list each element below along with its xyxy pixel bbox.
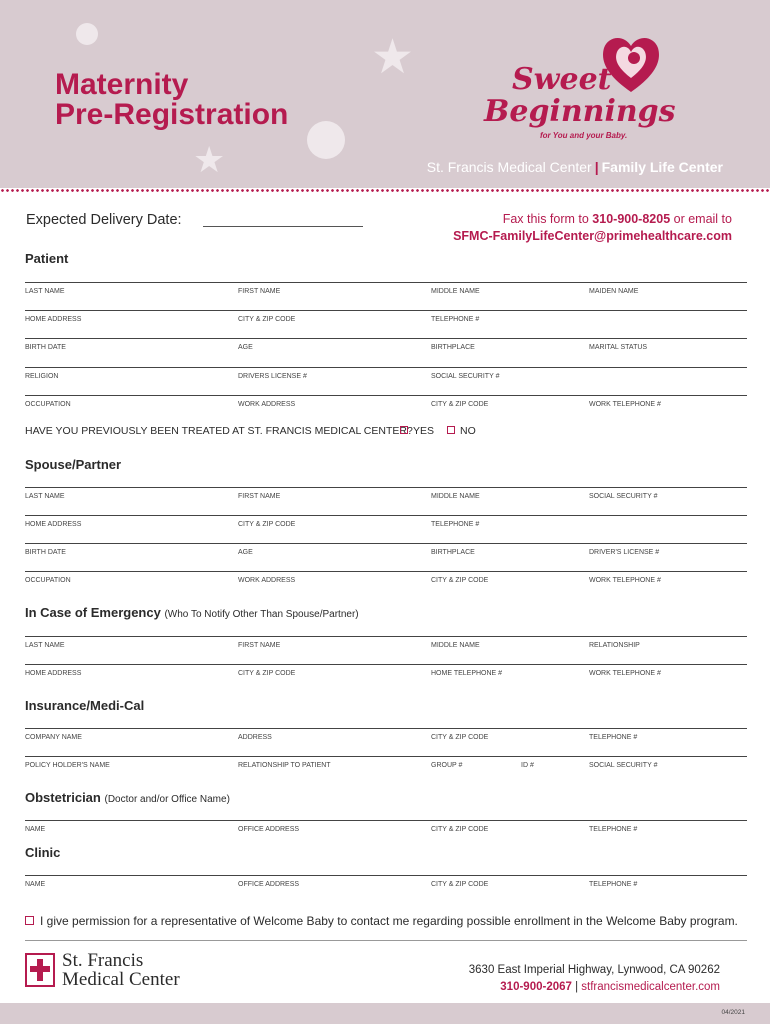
clinic-row[interactable]	[25, 875, 747, 903]
subtitle-hospital: St. Francis Medical Center	[426, 159, 592, 175]
permission-checkbox[interactable]	[25, 914, 738, 928]
footer-phone[interactable]: 310-900-2067	[500, 981, 572, 993]
field-label: TELEPHONE #	[431, 316, 480, 323]
checkbox-icon[interactable]	[400, 426, 408, 434]
insurance-row[interactable]	[25, 756, 747, 784]
fax-email[interactable]: SFMC-FamilyLifeCenter@primehealthcare.com	[453, 229, 732, 243]
field-label: LAST NAME	[25, 642, 65, 649]
field-label: BIRTH DATE	[25, 549, 66, 556]
checkbox-icon[interactable]	[25, 916, 34, 925]
field-label: WORK ADDRESS	[238, 577, 296, 584]
field-label: SOCIAL SECURITY #	[431, 373, 500, 380]
fax-prefix: Fax this form to	[502, 212, 593, 226]
field-label: CITY & ZIP CODE	[238, 316, 296, 323]
footer-hospital-name	[62, 951, 180, 989]
field-label: COMPANY NAME	[25, 734, 82, 741]
form-date-code: 04/2021	[721, 1009, 745, 1016]
field-label: FIRST NAME	[238, 642, 281, 649]
emergency-row[interactable]	[25, 664, 747, 692]
decorative-star-icon: ★	[193, 140, 226, 181]
fax-suffix: or email to	[670, 212, 732, 226]
field-label: POLICY HOLDER'S NAME	[25, 762, 110, 769]
patient-row[interactable]	[25, 310, 747, 338]
page-title	[55, 70, 288, 130]
footer-name-line-2: Medical Center	[62, 969, 180, 990]
footer-name-line-1: St. Francis	[62, 950, 144, 971]
header-subtitle	[427, 159, 723, 175]
field-label: BIRTHPLACE	[431, 344, 475, 351]
footer-band	[0, 1003, 770, 1024]
insurance-row[interactable]	[25, 728, 747, 756]
section-clinic: Clinic	[25, 845, 61, 860]
obstetrician-heading: Obstetrician	[25, 790, 101, 805]
no-label: NO	[460, 425, 476, 437]
field-label: WORK TELEPHONE #	[589, 670, 661, 677]
field-label: RELIGION	[25, 373, 59, 380]
spouse-row[interactable]	[25, 571, 747, 599]
field-label: NAME	[25, 881, 46, 888]
field-label: RELATIONSHIP	[589, 642, 640, 649]
dotted-divider	[0, 188, 770, 194]
field-label: HOME TELEPHONE #	[431, 670, 503, 677]
decorative-star-icon: ★	[371, 29, 415, 85]
footer-website-link[interactable]: stfrancismedicalcenter.com	[581, 981, 720, 993]
field-label: WORK TELEPHONE #	[589, 577, 661, 584]
title-line-2: Pre-Registration	[55, 98, 289, 131]
title-line-1: Maternity	[55, 68, 189, 101]
field-label: TELEPHONE #	[431, 521, 480, 528]
field-label: CITY & ZIP CODE	[238, 521, 296, 528]
hospital-cross-icon	[25, 953, 55, 987]
decorative-circle	[76, 23, 98, 45]
field-label: CITY & ZIP CODE	[431, 826, 489, 833]
patient-row[interactable]	[25, 282, 747, 310]
subtitle-separator: |	[594, 159, 599, 175]
emergency-note: (Who To Notify Other Than Spouse/Partner)	[164, 609, 359, 620]
spouse-row[interactable]	[25, 543, 747, 571]
field-label: DRIVERS LICENSE #	[238, 373, 307, 380]
expected-delivery-label: Expected Delivery Date:	[26, 212, 182, 228]
field-label: FIRST NAME	[238, 493, 281, 500]
field-label: GROUP #	[431, 762, 463, 769]
field-label: NAME	[25, 826, 46, 833]
field-label: FIRST NAME	[238, 288, 281, 295]
field-label: TELEPHONE #	[589, 734, 638, 741]
permission-text: I give permission for a representative of Welcome Baby to contact me regarding possible enrollment in the Welcome Baby program.	[40, 914, 738, 928]
field-label: WORK ADDRESS	[238, 401, 296, 408]
patient-row[interactable]	[25, 395, 747, 423]
field-label: CITY & ZIP CODE	[238, 670, 296, 677]
section-patient: Patient	[25, 251, 69, 266]
footer-contact	[469, 962, 720, 996]
field-label: OCCUPATION	[25, 577, 71, 584]
field-label: TELEPHONE #	[589, 826, 638, 833]
field-label: CITY & ZIP CODE	[431, 881, 489, 888]
emergency-row[interactable]	[25, 636, 747, 664]
field-label: TELEPHONE #	[589, 881, 638, 888]
field-label: LAST NAME	[25, 493, 65, 500]
yes-label: YES	[413, 425, 435, 437]
logo-tagline: for You and your Baby.	[540, 131, 628, 140]
no-checkbox[interactable]	[447, 425, 476, 437]
field-label: AGE	[238, 344, 253, 351]
decorative-circle	[307, 121, 345, 159]
field-label: MIDDLE NAME	[431, 642, 480, 649]
previously-treated-question: HAVE YOU PREVIOUSLY BEEN TREATED AT ST. FRANCIS MEDICAL CENTER?	[25, 425, 413, 437]
footer-divider	[25, 940, 747, 941]
field-label: CITY & ZIP CODE	[431, 401, 489, 408]
expected-delivery-field[interactable]	[203, 226, 363, 227]
field-label: MAIDEN NAME	[589, 288, 639, 295]
field-label: HOME ADDRESS	[25, 670, 82, 677]
spouse-row[interactable]	[25, 515, 747, 543]
field-label: OFFICE ADDRESS	[238, 826, 300, 833]
field-label: ADDRESS	[238, 734, 272, 741]
section-emergency	[25, 605, 359, 620]
patient-row[interactable]	[25, 338, 747, 366]
field-label: ID #	[521, 762, 534, 769]
field-label: SOCIAL SECURITY #	[589, 493, 658, 500]
field-label: HOME ADDRESS	[25, 316, 82, 323]
patient-row[interactable]	[25, 367, 747, 395]
logo-text-beginnings: Beginnings	[484, 94, 676, 129]
field-label: MIDDLE NAME	[431, 288, 480, 295]
field-label: CITY & ZIP CODE	[431, 577, 489, 584]
field-label: MARITAL STATUS	[589, 344, 648, 351]
field-label: WORK TELEPHONE #	[589, 401, 661, 408]
spouse-row[interactable]	[25, 487, 747, 515]
checkbox-icon[interactable]	[447, 426, 455, 434]
field-label: SOCIAL SECURITY #	[589, 762, 658, 769]
field-label: OFFICE ADDRESS	[238, 881, 300, 888]
yes-checkbox[interactable]	[400, 425, 434, 437]
field-label: DRIVER'S LICENSE #	[589, 549, 660, 556]
footer-address: 3630 East Imperial Highway, Lynwood, CA 90262	[468, 964, 720, 976]
section-insurance: Insurance/Medi-Cal	[25, 698, 145, 713]
fax-instructions	[453, 211, 732, 245]
field-label: OCCUPATION	[25, 401, 71, 408]
field-label: MIDDLE NAME	[431, 493, 480, 500]
logo-text-sweet: Sweet	[512, 62, 612, 97]
fax-number: 310-900-8205	[592, 212, 671, 226]
field-label: LAST NAME	[25, 288, 65, 295]
section-spouse: Spouse/Partner	[25, 457, 122, 472]
field-label: CITY & ZIP CODE	[431, 734, 489, 741]
field-label: AGE	[238, 549, 253, 556]
obstetrician-note: (Doctor and/or Office Name)	[104, 794, 230, 805]
emergency-heading: In Case of Emergency	[25, 605, 161, 620]
field-label: BIRTH DATE	[25, 344, 66, 351]
section-obstetrician	[25, 790, 230, 805]
sweet-beginnings-logo	[478, 28, 678, 143]
subtitle-center: Family Life Center	[601, 159, 723, 175]
field-label: RELATIONSHIP TO PATIENT	[238, 762, 331, 769]
obstetrician-row[interactable]	[25, 820, 747, 848]
footer-separator: |	[571, 981, 582, 993]
field-label: HOME ADDRESS	[25, 521, 82, 528]
field-label: BIRTHPLACE	[431, 549, 475, 556]
